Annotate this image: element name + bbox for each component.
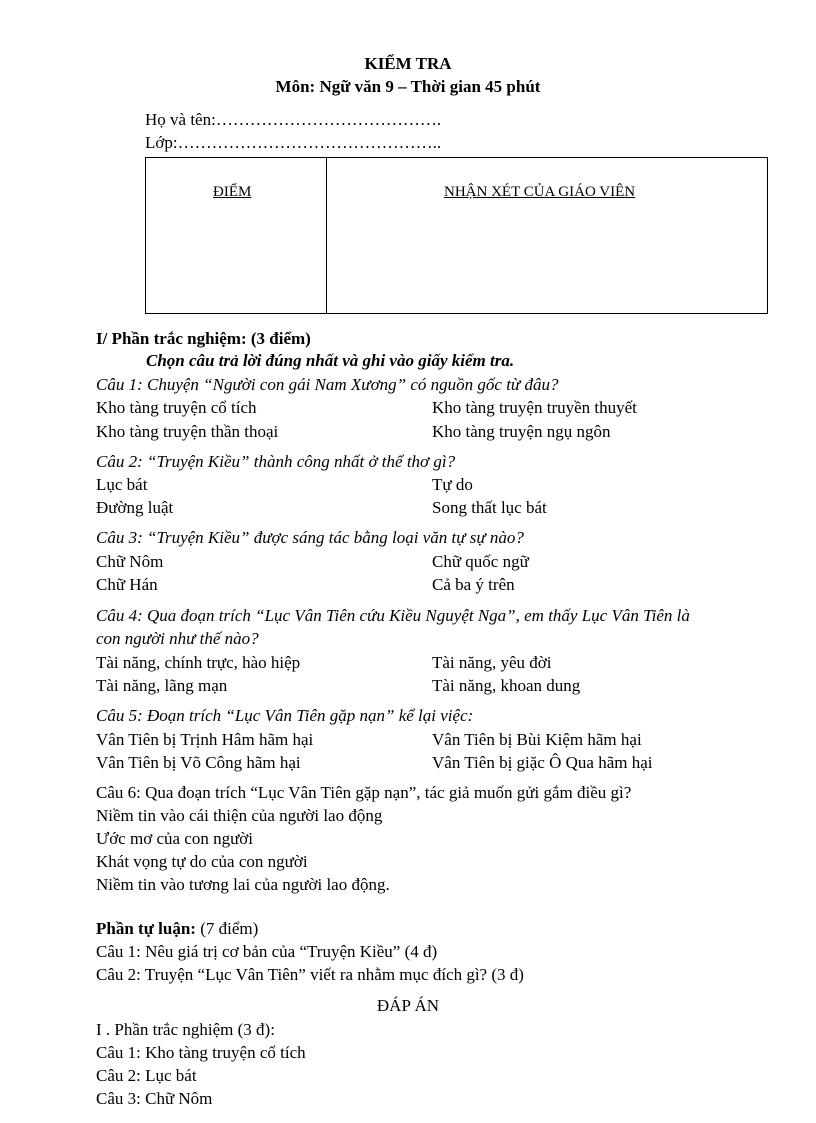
q3-option-a: Chữ Nôm [96,552,164,571]
q1-option-a: Kho tàng truyện cổ tích [96,398,257,417]
essay-question-2: Câu 2: Truyện “Lục Vân Tiên” viết ra nhằm mục đích gì? (3 đ) [96,965,524,984]
comment-column-header: NHẬN XÉT CỦA GIÁO VIÊN [444,184,636,200]
student-name-line: Họ và tên:…………………………………. [145,110,442,129]
question-4-line2: con người như thế nào? [96,629,259,648]
q5-option-d: Vân Tiên bị giặc Ô Qua hãm hại [432,753,653,772]
answer-key-title: ĐÁP ÁN [376,996,440,1015]
q2-option-b: Tự do [432,475,473,494]
part1-heading: I/ Phần trắc nghiệm: (3 điểm) [96,329,311,348]
q4-option-d: Tài năng, khoan dung [432,676,581,695]
question-6: Câu 6: Qua đoạn trích “Lục Vân Tiên gặp nạn”, tác giả muốn gửi gắm điều gì? [96,783,632,802]
grade-table-divider [326,158,327,313]
part1-instruction: Chọn câu trả lời đúng nhất và ghi vào giấy kiểm tra. [146,351,515,370]
answer-line-2: Câu 2: Lục bát [96,1066,197,1085]
question-2: Câu 2: “Truyện Kiều” thành công nhất ở thể thơ gì? [96,452,456,471]
q5-option-a: Vân Tiên bị Trịnh Hâm hãm hại [96,730,314,749]
grade-table [145,157,768,314]
q5-option-c: Vân Tiên bị Võ Công hãm hại [96,753,301,772]
q2-option-a: Lục bát [96,475,148,494]
exam-subtitle: Môn: Ngữ văn 9 – Thời gian 45 phút [275,77,541,96]
exam-title: KIỂM TRA [364,54,452,73]
student-class-line: Lớp:……………………………………….. [145,133,442,152]
part2-heading: Phần tự luận: [96,919,196,938]
part2-score: (7 điểm) [195,919,259,938]
q1-option-b: Kho tàng truyện truyền thuyết [432,398,637,417]
q4-option-c: Tài năng, lãng mạn [96,676,228,695]
q6-option-c: Khát vọng tự do của con người [96,852,308,871]
part2-heading-row [96,920,258,937]
question-4-line1: Câu 4: Qua đoạn trích “Lục Vân Tiên cứu Kiều Nguyệt Nga”, em thấy Lục Vân Tiên là [96,606,690,625]
answer-line-3: Câu 3: Chữ Nôm [96,1089,213,1108]
q6-option-b: Ước mơ của con người [96,829,254,848]
q6-option-a: Niềm tin vào cái thiện của người lao động [96,806,383,825]
answer-key-section: I . Phần trắc nghiệm (3 đ): [96,1020,275,1039]
q4-option-b: Tài năng, yêu đời [432,653,552,672]
q2-option-c: Đường luật [96,498,174,517]
essay-question-1: Câu 1: Nêu giá trị cơ bản của “Truyện Kiều” (4 đ) [96,942,438,961]
q3-option-d: Cả ba ý trên [432,575,515,594]
q6-option-d: Niềm tin vào tương lai của người lao động. [96,875,390,894]
q3-option-b: Chữ quốc ngữ [432,552,529,571]
question-3: Câu 3: “Truyện Kiều” được sáng tác bằng loại văn tự sự nào? [96,528,524,547]
q1-option-c: Kho tàng truyện thần thoại [96,422,279,441]
q4-option-a: Tài năng, chính trực, hào hiệp [96,653,301,672]
question-5: Câu 5: Đoạn trích “Lục Vân Tiên gặp nạn” kể lại việc: [96,706,474,725]
grade-column-header: ĐIỂM [213,184,252,200]
q3-option-c: Chữ Hán [96,575,158,594]
q1-option-d: Kho tàng truyện ngụ ngôn [432,422,611,441]
q5-option-b: Vân Tiên bị Bùi Kiệm hãm hại [432,730,642,749]
q2-option-d: Song thất lục bát [432,498,547,517]
question-1: Câu 1: Chuyện “Người con gái Nam Xương” có nguồn gốc từ đâu? [96,375,559,394]
answer-line-1: Câu 1: Kho tàng truyện cổ tích [96,1043,306,1062]
